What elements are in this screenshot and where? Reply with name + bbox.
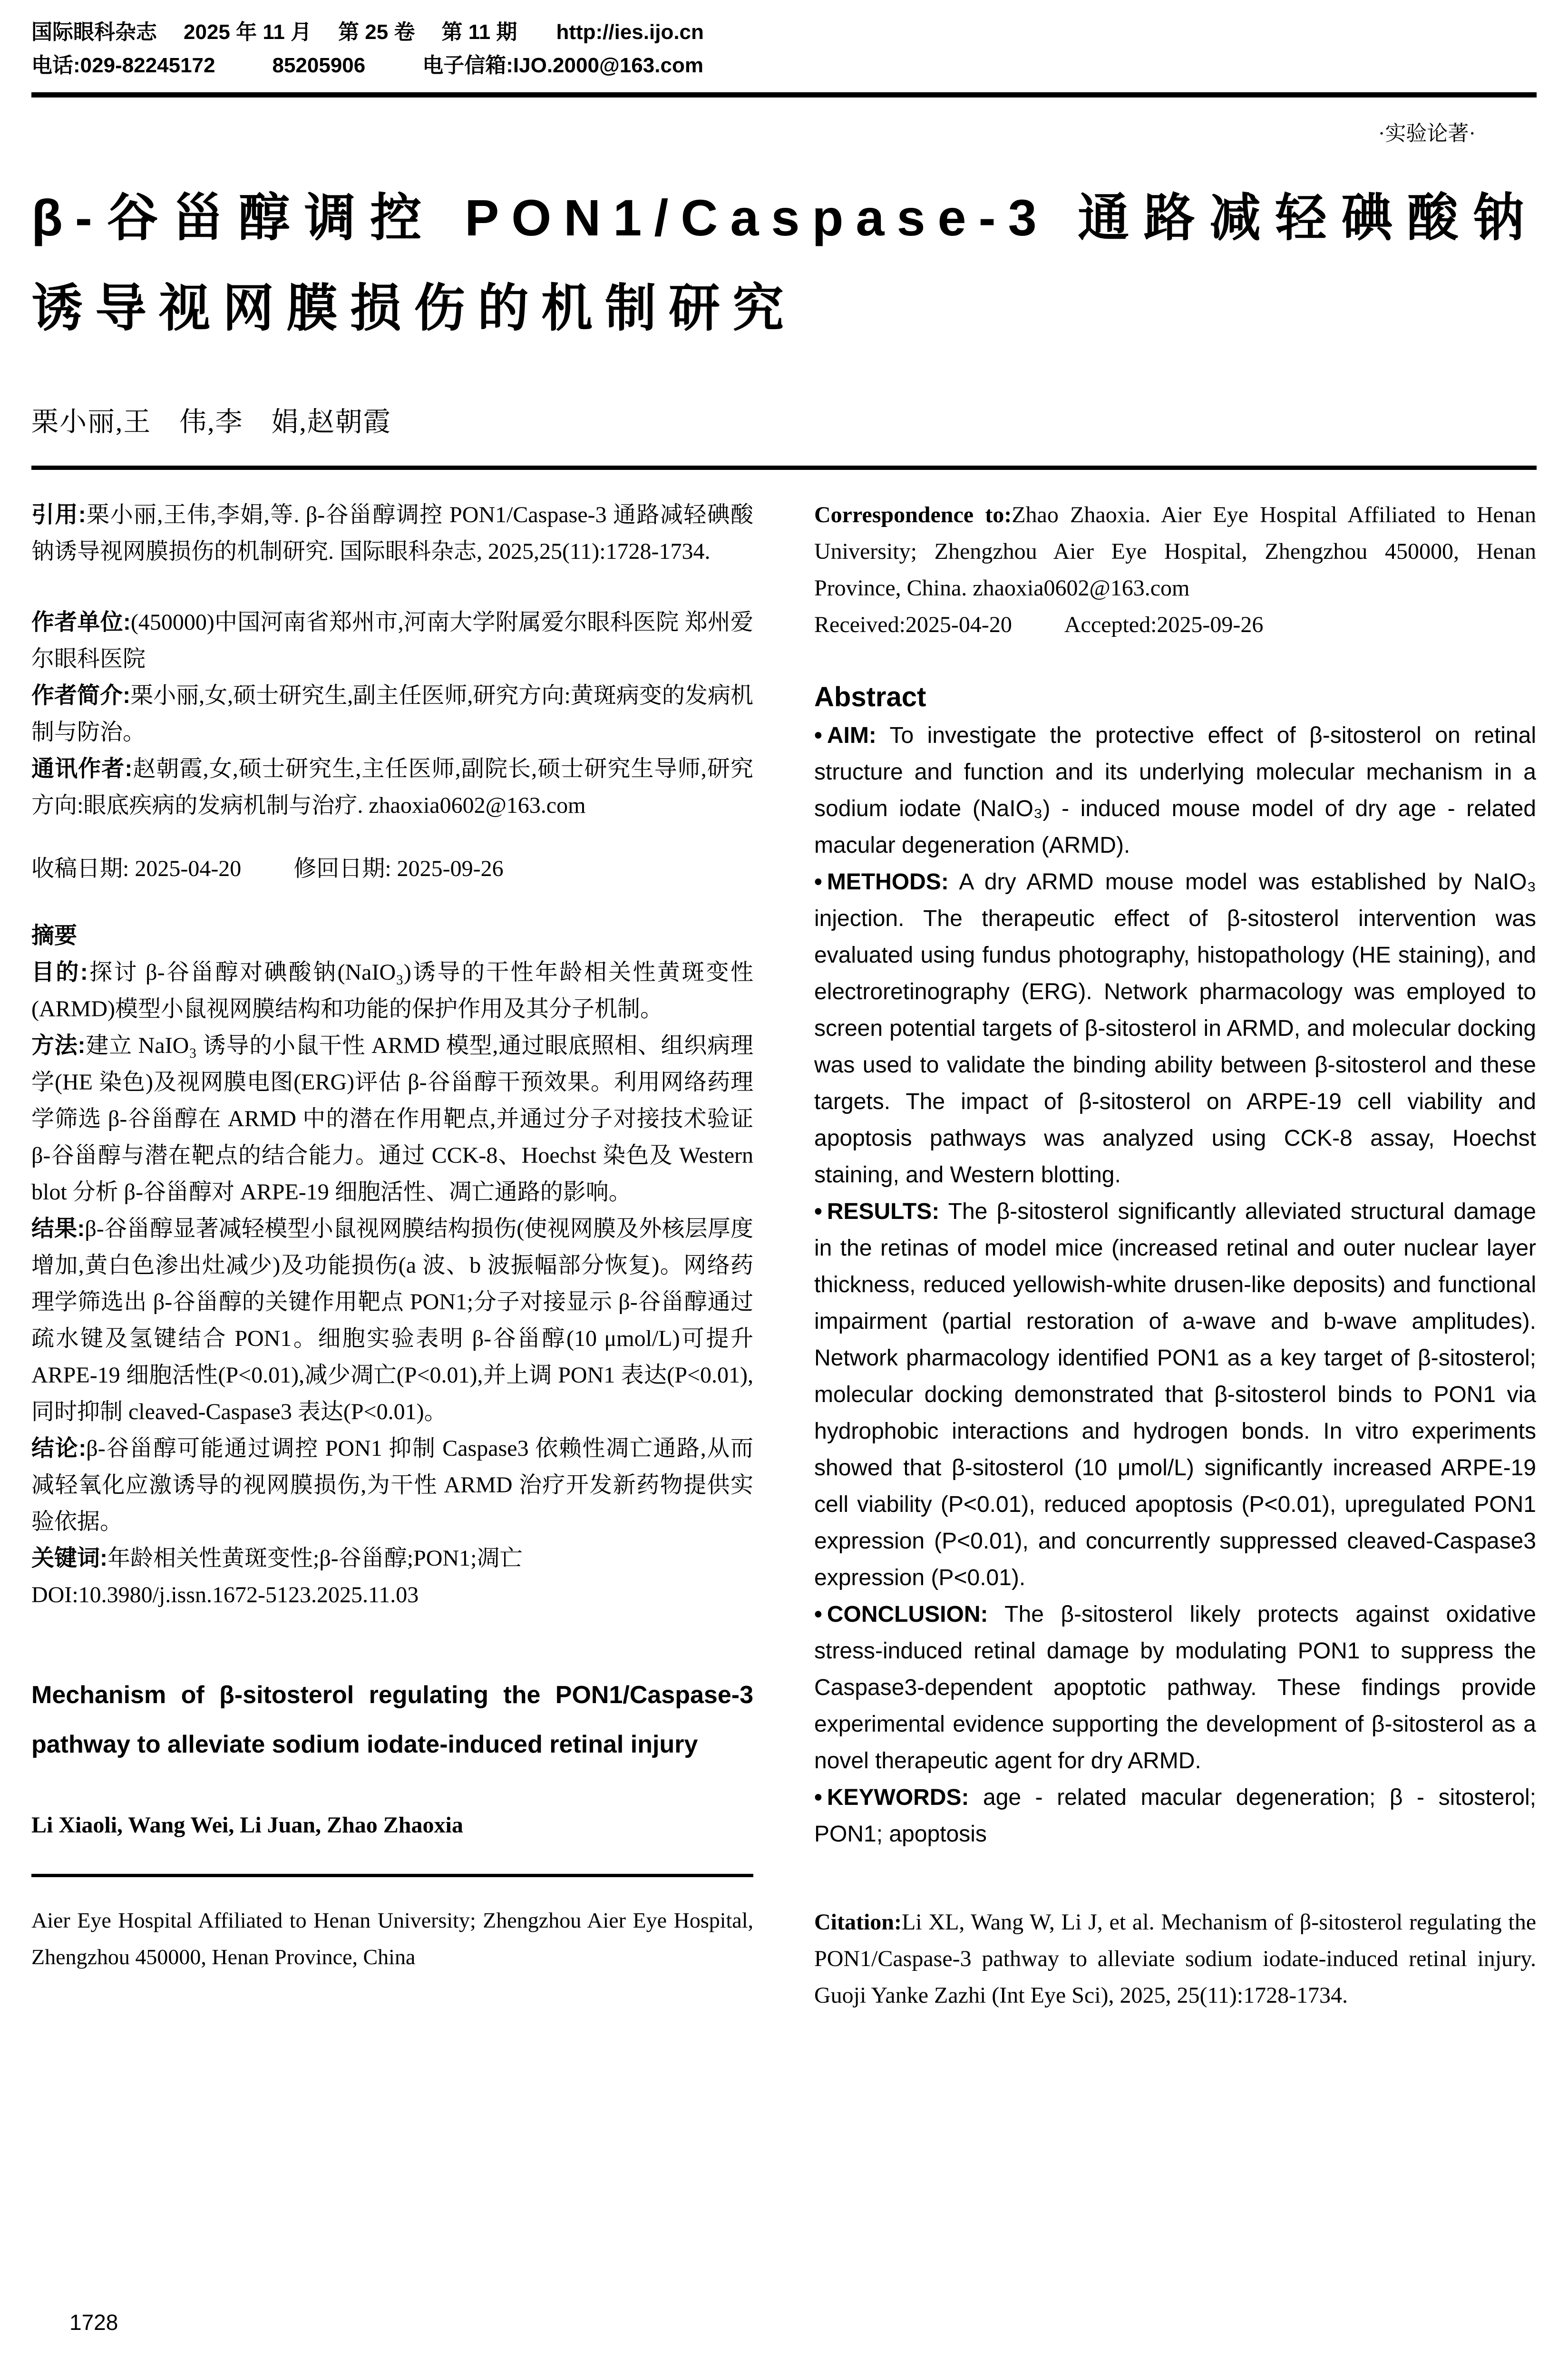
page-number: 1728 — [69, 2310, 118, 2335]
received-date-en: Received:2025-04-20 — [814, 612, 1012, 637]
affiliation-cn-text: (450000)中国河南省郑州市,河南大学附属爱尔眼科医院 郑州爱尔眼科医院 — [31, 610, 753, 672]
abstract-aim-paragraph — [814, 717, 1536, 864]
authors-en: Li Xiaoli, Wang Wei, Li Juan, Zhao Zhaoxia — [31, 1812, 463, 1838]
correspondence-paragraph — [814, 497, 1536, 606]
author-bio-text: 栗小丽,女,硕士研究生,副主任医师,研究方向:黄斑病变的发病机制与防治。 — [31, 683, 753, 745]
journal-header-line1 — [31, 19, 1537, 46]
affiliation-cn-label: 作者单位: — [31, 610, 131, 635]
issue-number: 第 11 期 — [441, 20, 517, 44]
abstract-keywords-paragraph — [814, 1779, 1536, 1852]
abstract-methods-paragraph — [814, 864, 1536, 1193]
conclusion-cn-label: 结论: — [31, 1436, 87, 1461]
journal-email: 电子信箱:IJO.2000@163.com — [422, 54, 703, 77]
authors-cn: 栗小丽,王 伟,李 娟,赵朝霞 — [31, 407, 391, 437]
volume-number: 第 25 卷 — [338, 20, 415, 44]
article-type-label — [31, 121, 1537, 146]
received-date-cn: 收稿日期: 2025-04-20 — [31, 856, 242, 881]
abstract-results-label: • RESULTS: — [814, 1199, 939, 1224]
methods-cn-text: 建立 NaIO₃ 诱导的小鼠干性 ARMD 模型,通过眼底照相、组织病理学(HE 染色)及视网膜电图(ERG)评估 β-谷甾醇干预效果。利用网络药理学筛选 β-谷甾醇在 ARMD 中的潜在作用靶点,并通过分子对接技术验证 β-谷甾醇与潜在靶点的结合能力。通过 CCK-8、Hoechst 染色及 Western blot 分析 β-谷甾醇对 ARPE-19 细胞活性、凋亡通路的影响。 — [31, 1033, 753, 1205]
abstract-results-paragraph — [814, 1193, 1536, 1596]
methods-cn-paragraph — [31, 1027, 753, 1210]
footnote-divider — [31, 1874, 753, 1877]
citation-cn-text: 栗小丽,王伟,李娟,等. β-谷甾醇调控 PON1/Caspase-3 通路减轻碘酸钠诱导视网膜损伤的机制研究. 国际眼科杂志, 2025,25(11):1728-1734. — [31, 502, 753, 564]
journal-phone: 电话:029-82245172 — [31, 54, 215, 77]
abstract-methods-text: A dry ARMD mouse model was established by NaIO₃ injection. The therapeutic effect of β-sitosterol intervention was evaluated using fundus photography, histopathology (HE staining), and electroretinography (ERG). Network pharmacology was employed to screen potential targets of β-sitosterol in ARMD, and molecular docking was used to validate the binding ability between β-sitosterol and these targets. The impact of β-sitosterol on ARPE-19 cell viability and apoptosis pathways was analyzed using CCK-8 assay, Hoechst staining, and Western blotting. — [814, 869, 1537, 1188]
results-cn-paragraph — [31, 1210, 753, 1430]
right-column — [814, 497, 1536, 2014]
citation-en-label: Citation: — [814, 1909, 902, 1935]
results-cn-label: 结果: — [31, 1216, 85, 1241]
citation-cn-paragraph — [31, 497, 753, 570]
journal-name: 国际眼科杂志 — [31, 20, 157, 44]
aim-cn-label: 目的: — [31, 960, 88, 985]
correspondence-text: Zhao Zhaoxia. Aier Eye Hospital Affiliated to Henan University; Zhengzhou Aier Eye Hospital, Zhengzhou 450000, Henan Province, China. zhaoxia0602@163.com — [814, 502, 1536, 601]
dates-cn-line — [31, 850, 753, 887]
abstract-keywords-label: • KEYWORDS: — [814, 1785, 969, 1810]
corresponding-author-paragraph — [31, 750, 753, 824]
conclusion-cn-paragraph — [31, 1430, 753, 1540]
journal-phone2: 85205906 — [272, 54, 366, 77]
keywords-cn-label: 关键词: — [31, 1546, 107, 1571]
article-title-cn: β-谷甾醇调控 PON1/Caspase-3 通路减轻碘酸钠诱导视网膜损伤的机制研究 — [31, 189, 1537, 337]
author-bio-label: 作者简介: — [31, 683, 131, 708]
article-title-en: Mechanism of β-sitosterol regulating the PON1/Caspase-3 pathway to alleviate sodium iodate-induced retinal injury — [31, 1681, 753, 1758]
abstract-conclusion-text: The β-sitosterol likely protects against oxidative stress-induced retinal damage by modulating PON1 to suppress the Caspase3-dependent apoptotic pathway. These findings provide experimental evidence supporting the development of β-sitosterol as a novel therapeutic agent for dry ARMD. — [814, 1602, 1537, 1773]
aim-cn-paragraph — [31, 954, 753, 1027]
affiliation-cn-paragraph — [31, 604, 753, 677]
left-column — [31, 497, 753, 2014]
author-bio-paragraph — [31, 677, 753, 750]
article-body-columns — [31, 497, 1537, 2014]
journal-header — [31, 19, 1537, 97]
accepted-date-en: Accepted:2025-09-26 — [1064, 612, 1264, 637]
keywords-cn-text: 年龄相关性黄斑变性;β-谷甾醇;PON1;凋亡 — [107, 1546, 523, 1571]
issue-date: 2025 年 11 月 — [184, 20, 312, 44]
keywords-cn-paragraph — [31, 1540, 753, 1577]
methods-cn-label: 方法: — [31, 1033, 86, 1058]
abstract-conclusion-paragraph — [814, 1596, 1536, 1779]
revised-date-cn: 修回日期: 2025-09-26 — [293, 856, 504, 881]
corresponding-author-label: 通讯作者: — [31, 756, 133, 781]
results-cn-text: β-谷甾醇显著减轻模型小鼠视网膜结构损伤(使视网膜及外核层厚度增加,黄白色渗出灶减少)及功能损伤(a 波、b 波振幅部分恢复)。网络药理学筛选出 β-谷甾醇的关键作用靶点 PON1;分子对接显示 β-谷甾醇通过疏水键及氢键结合 PON1。细胞实验表明 β-谷甾醇(10 μmol/L)可提升 ARPE-19 细胞活性(P<0.01),减少凋亡(P<0.01),并上调 PON1 表达(P<0.01),同时抑制 cleaved-Caspase3 表达(P<0.01)。 — [31, 1216, 753, 1424]
citation-en-text: Li XL, Wang W, Li J, et al. Mechanism of β-sitosterol regulating the PON1/Caspase-3 pathway to alleviate sodium iodate-induced retinal injury. Guoji Yanke Zazhi (Int Eye Sci), 2025, 25(11):1728-1734. — [814, 1909, 1536, 2008]
abstract-heading-cn: 摘要 — [31, 923, 78, 948]
abstract-heading-en: Abstract — [814, 682, 926, 712]
abstract-methods-label: • METHODS: — [814, 869, 949, 895]
dates-en-line — [814, 606, 1536, 643]
abstract-conclusion-label: • CONCLUSION: — [814, 1602, 988, 1627]
journal-header-line2 — [31, 52, 1537, 79]
abstract-keywords-text: age - related macular degeneration; β - sitosterol; PON1; apoptosis — [814, 1785, 1536, 1847]
journal-url: http://ies.ijo.cn — [556, 20, 704, 44]
affiliation-en: Aier Eye Hospital Affiliated to Henan University; Zhengzhou Aier Eye Hospital, Zhengzhou 450000, Henan Province, China — [31, 1908, 753, 1969]
article-type-text: ·实验论著· — [1378, 122, 1476, 145]
abstract-results-text: The β-sitosterol significantly alleviated structural damage in the retinas of model mice (increased retinal and outer nuclear layer thickness, reduced yellowish-white drusen-like deposits) and functional impairment (partial restoration of a-wave and b-wave amplitudes). Network pharmacology identified PON1 as a key target of β-sitosterol; molecular docking demonstrated that β-sitosterol binds to PON1 via hydrophobic interactions and hydrogen bonds. In vitro experiments showed that β-sitosterol (10 μmol/L) significantly increased ARPE-19 cell viability (P<0.01), reduced apoptosis (P<0.01), upregulated PON1 expression (P<0.01), and concurrently suppressed cleaved-Caspase3 expression (P<0.01). — [814, 1199, 1537, 1590]
doi-line: DOI:10.3980/j.issn.1672-5123.2025.11.03 — [31, 1582, 419, 1607]
citation-cn-label: 引用: — [31, 502, 86, 527]
corresponding-author-text: 赵朝霞,女,硕士研究生,主任医师,副院长,硕士研究生导师,研究方向:眼底疾病的发病机制与治疗. zhaoxia0602@163.com — [31, 756, 753, 818]
conclusion-cn-text: β-谷甾醇可能通过调控 PON1 抑制 Caspase3 依赖性凋亡通路,从而减轻氧化应激诱导的视网膜损伤,为干性 ARMD 治疗开发新药物提供实验依据。 — [31, 1436, 753, 1534]
abstract-aim-label: • AIM: — [814, 723, 877, 748]
aim-cn-text: 探讨 β-谷甾醇对碘酸钠(NaIO₃)诱导的干性年龄相关性黄斑变性(ARMD)模型小鼠视网膜结构和功能的保护作用及其分子机制。 — [31, 960, 753, 1022]
title-divider — [31, 466, 1537, 470]
abstract-aim-text: To investigate the protective effect of β-sitosterol on retinal structure and function and its underlying molecular mechanism in a sodium iodate (NaIO₃) - induced mouse model of dry age - related macular degeneration (ARMD). — [814, 723, 1537, 858]
citation-en-paragraph — [814, 1904, 1536, 2014]
correspondence-label: Correspondence to: — [814, 502, 1012, 527]
